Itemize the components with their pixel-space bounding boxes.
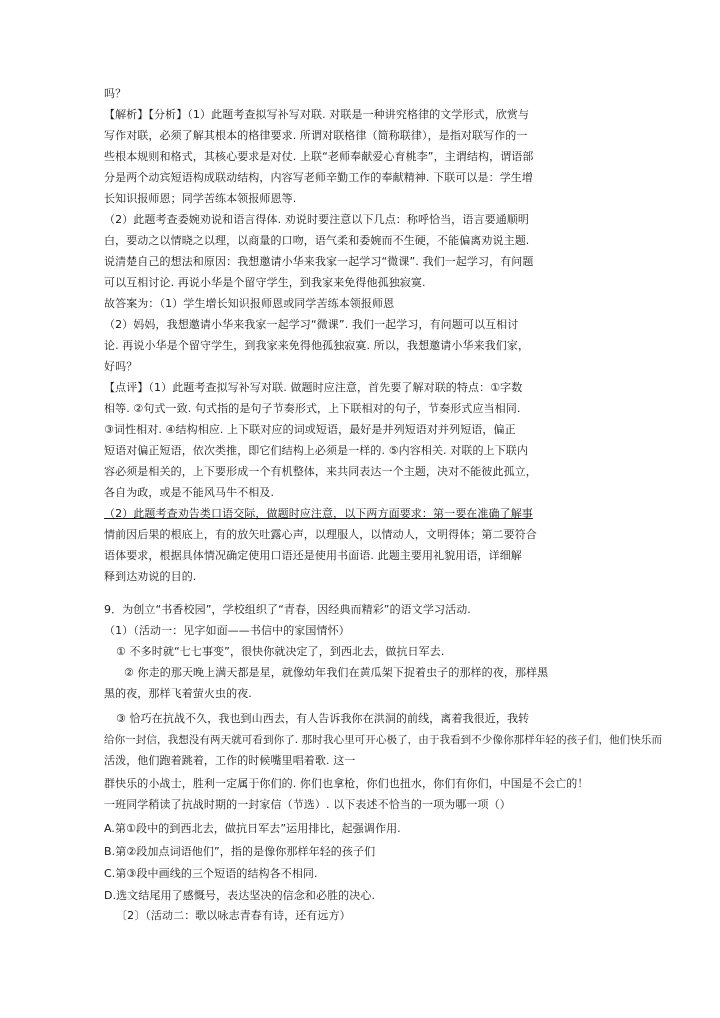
text-line: 分是两个动宾短语构成联动结构，内容写老师辛勤工作的奉献精神. 下联可以是：学生增 <box>104 171 533 184</box>
text-line: ② 你走的那天晚上满天都是星，就像幼年我们在黄瓜架下捉着虫子的那样的夜，那样黑 <box>124 666 549 679</box>
text-line: 〔2〕（活动二：歌以咏志青春有诗，还有远方） <box>116 909 351 922</box>
text-line: 黑的夜，那样飞着萤火虫的夜. <box>104 687 252 700</box>
text-line: 好吗？ <box>104 360 138 373</box>
text-line: 语体要求，根据具体情况确定使用口语还是使用书面语. 此题主要用礼貌用语，详细解 <box>104 549 522 562</box>
option-d: D.选文结尾用了感慨号，表达坚决的信念和必胜的决心. <box>104 889 376 902</box>
text-line: （1）（活动一：见字如面——书信中的家国情怀） <box>104 624 350 637</box>
text-line: 说清楚自己的想法和原因：我想邀请小华来我家一起学习“微课”. 我们一起学习，有问题 <box>104 255 534 268</box>
text-line: 写作对联，必须了解其根本的格律要求. 所谓对联格律（简称联律），是指对联写作的一 <box>104 129 528 142</box>
question-title: 9．为创立“书香校园”，学校组织了“青春，因经典而精彩”的语文学习活动. <box>104 603 471 616</box>
text-line: 相等. ②句式一致. 句式指的是句子节奏形式，上下联相对的句子，节奏形式应当相同. <box>104 402 521 415</box>
text-line: 活泼，他们跑着跳着，工作的时候嘴里唱着歌. 这一 <box>104 754 356 767</box>
text-line: （2）此题考查委婉劝说和语言得体. 劝说时要注意以下几点：称呼恰当，语言要通顺明 <box>104 213 529 226</box>
text-line-underlined: （2）此题考查劝告类口语交际，做题时应注意，以下两方面要求：第一要在准确了解事 <box>104 507 533 520</box>
text-line: 给你一封信，我想没有两天就可看到你了. 那时我心里可开心极了，由于我看到不少像你那样年轻的孩子们，他们快乐而 <box>104 734 663 746</box>
text-line: 各自为政，或是不能风马牛不相及. <box>104 486 275 499</box>
text-line: ③ 恰巧在抗战不久，我也到山西去，有人告诉我你在洪洞的前线，离着我很近，我转 <box>116 712 530 725</box>
text-line: ③词性相对. ④结构相应. 上下联对应的词或短语，最好是并列短语对并列短语，偏正 <box>104 423 516 436</box>
text-line: 容必须是相关的，上下要形成一个有机整体，来共同表达一个主题，决对不能彼此孤立， <box>104 465 537 478</box>
text-line: 可以互相讨论. 再说小华是个留守学生，到我家来免得他孤独寂寞. <box>104 276 426 289</box>
option-b: B.第②段加点词语他们”，指的是像你那样年轻的孩子们 <box>104 845 376 858</box>
text-line: 些根本规则和格式，其核心要求是对仗. 上联“老师奉献爱心育桃李”，主谓结构，谓语部 <box>104 150 534 163</box>
text-line: 【解析】【分析】（1）此题考查拟写补写对联. 对联是一种讲究格律的文学形式，欣赏与 <box>104 108 530 121</box>
text-line: （2）妈妈，我想邀请小华来我家一起学习“微课”. 我们一起学习，有问题可以互相讨 <box>104 318 519 331</box>
text-line: 长知识报师恩；同学苦练本领报师恩等. <box>104 192 297 205</box>
text-line: 短语对偏正短语，依次类推，即它们结构上必须是一样的. ⑤内容相关. 对联的上下联内 <box>104 444 528 457</box>
text-line: 一班同学稍读了抗战时期的一封家信（节选）. 以下表述不恰当的一项为哪一项（） <box>104 798 511 811</box>
text-line: 【点评】（1）此题考查拟写补写对联. 做题时应注意，首先要了解对联的特点：①字数 <box>104 381 523 394</box>
text-line: 群快乐的小战士，胜利一定属于你们的. 你们也拿枪，你们也扭水，你们有你们，中国是不会亡的！ <box>104 777 589 790</box>
text-line: ① 不多时就“七七事变”，很快你就决定了，到西北去，做抗日军去. <box>116 645 445 658</box>
text-line: 吗？ <box>104 87 127 100</box>
text-line: 论. 再说小华是个留守学生，到我家来免得他孤独寂寞. 所以，我想邀请小华来我们家， <box>104 339 530 352</box>
text-line: 释到达劝说的目的. <box>104 570 197 583</box>
text-line: 白，要动之以情晓之以理，以商量的口吻，语气柔和委婉而不生硬，不能偏离劝说主题. <box>104 234 530 247</box>
text-line: 情前因后果的根底上，有的放矢吐露心声，以理服人，以情动人，文明得体；第二要符合 <box>104 528 537 541</box>
option-a: A.第①段中的到西北去，做抗日军去”运用排比，起强调作用. <box>104 822 401 835</box>
text-line: 故答案为：（1）学生增长知识报师恩或同学苦练本领报师恩 <box>104 297 395 310</box>
option-c: C.第③段中画线的三个短语的结构各不相同. <box>104 867 318 880</box>
